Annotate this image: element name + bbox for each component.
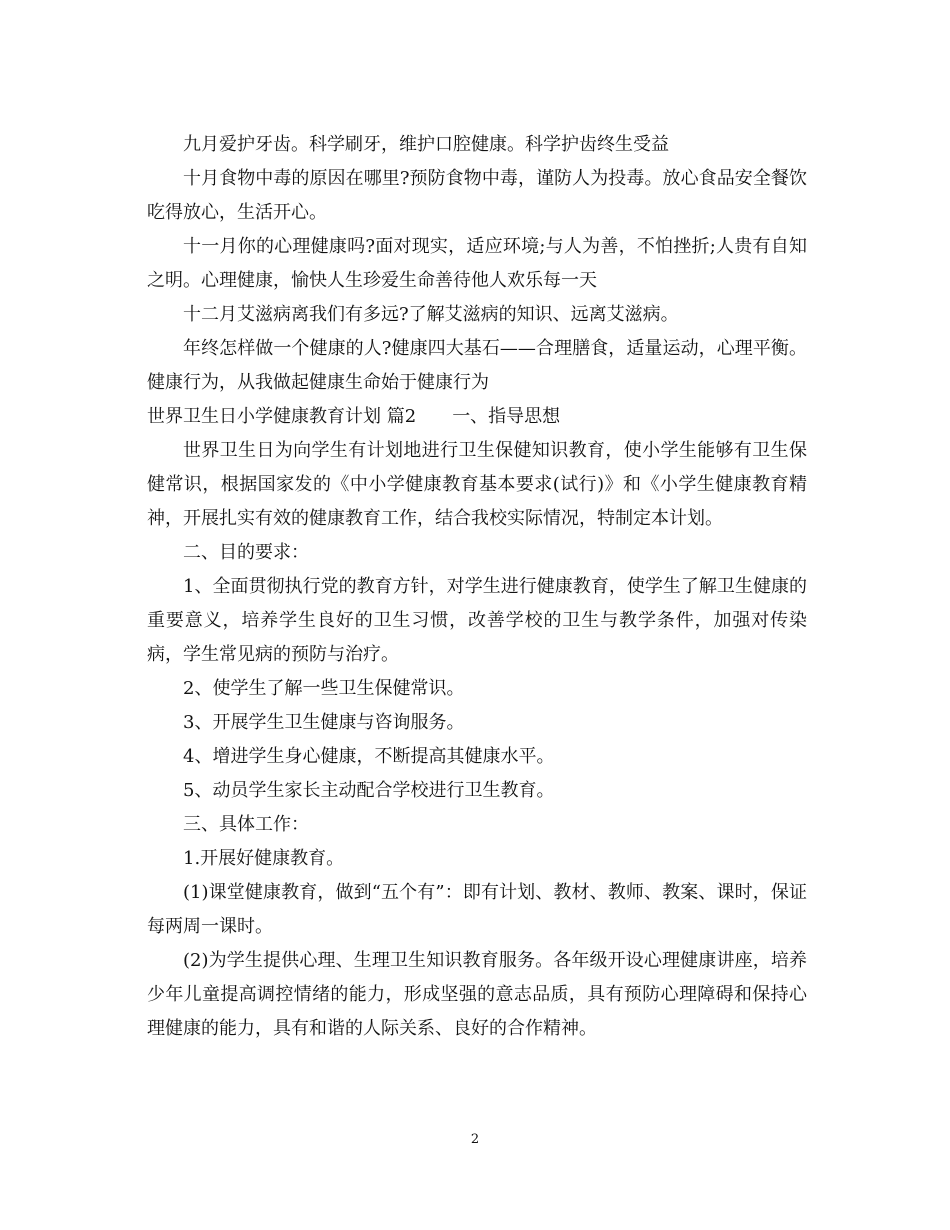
work-item-1: 1.开展好健康教育。 — [183, 848, 345, 869]
document-body — [147, 128, 807, 1046]
page-number: 2 — [470, 1132, 480, 1147]
section-heading — [147, 400, 807, 434]
paragraph-guiding-thought: 世界卫生日为向学生有计划地进行卫生保健知识教育，使小学生能够有卫生保健常识，根据国家发的《中小学健康教育基本要求(试行)》和《小学生健康教育精神，开展扎实有效的健康教育工作，结合我校实际情况，特制定本计划。 — [147, 440, 807, 529]
paragraph-october: 十月食物中毒的原因在哪里?预防食物中毒，谨防人为投毒。放心食品安全餐饮吃得放心，生活开心。 — [147, 168, 807, 223]
objective-item-2: 2、使学生了解一些卫生保健常识。 — [183, 678, 465, 699]
guiding-thought-heading: 一、指导思想 — [452, 406, 561, 427]
specific-work-heading: 三、具体工作： — [183, 814, 309, 835]
objective-item-1: 1、全面贯彻执行党的教育方针，对学生进行健康教育，使学生了解卫生健康的重要意义，培养学生良好的卫生习惯，改善学校的卫生与教学条件，加强对传染病，学生常见病的预防与治疗。 — [147, 576, 807, 665]
paragraph-september: 九月爱护牙齿。科学刷牙，维护口腔健康。科学护齿终生受益 — [183, 134, 669, 155]
objective-item-3: 3、开展学生卫生健康与咨询服务。 — [183, 712, 465, 733]
objectives-heading: 二、目的要求： — [183, 542, 309, 563]
objective-item-4: 4、增进学生身心健康，不断提高其健康水平。 — [183, 746, 555, 767]
work-subitem-2: (2)为学生提供心理、生理卫生知识教育服务。各年级开设心理健康讲座，培养少年儿童提高调控情绪的能力，形成坚强的意志品质，具有预防心理障碍和保持心理健康的能力，具有和谐的人际关系、良好的合作精神。 — [147, 950, 807, 1039]
work-subitem-1: (1)课堂健康教育，做到“五个有”：即有计划、教材、教师、教案、课时，保证每两周一课时。 — [147, 882, 807, 937]
paragraph-november: 十一月你的心理健康吗?面对现实，适应环境;与人为善，不怕挫折;人贵有自知之明。心理健康，愉快人生珍爱生命善待他人欢乐每一天 — [147, 236, 807, 291]
objective-item-5: 5、动员学生家长主动配合学校进行卫生教育。 — [183, 780, 555, 801]
paragraph-december: 十二月艾滋病离我们有多远?了解艾滋病的知识、远离艾滋病。 — [183, 304, 679, 325]
plan-title: 世界卫生日小学健康教育计划 篇2 — [147, 406, 417, 427]
paragraph-year-end: 年终怎样做一个健康的人?健康四大基石——合理膳食，适量运动，心理平衡。健康行为，从我做起健康生命始于健康行为 — [147, 338, 807, 393]
